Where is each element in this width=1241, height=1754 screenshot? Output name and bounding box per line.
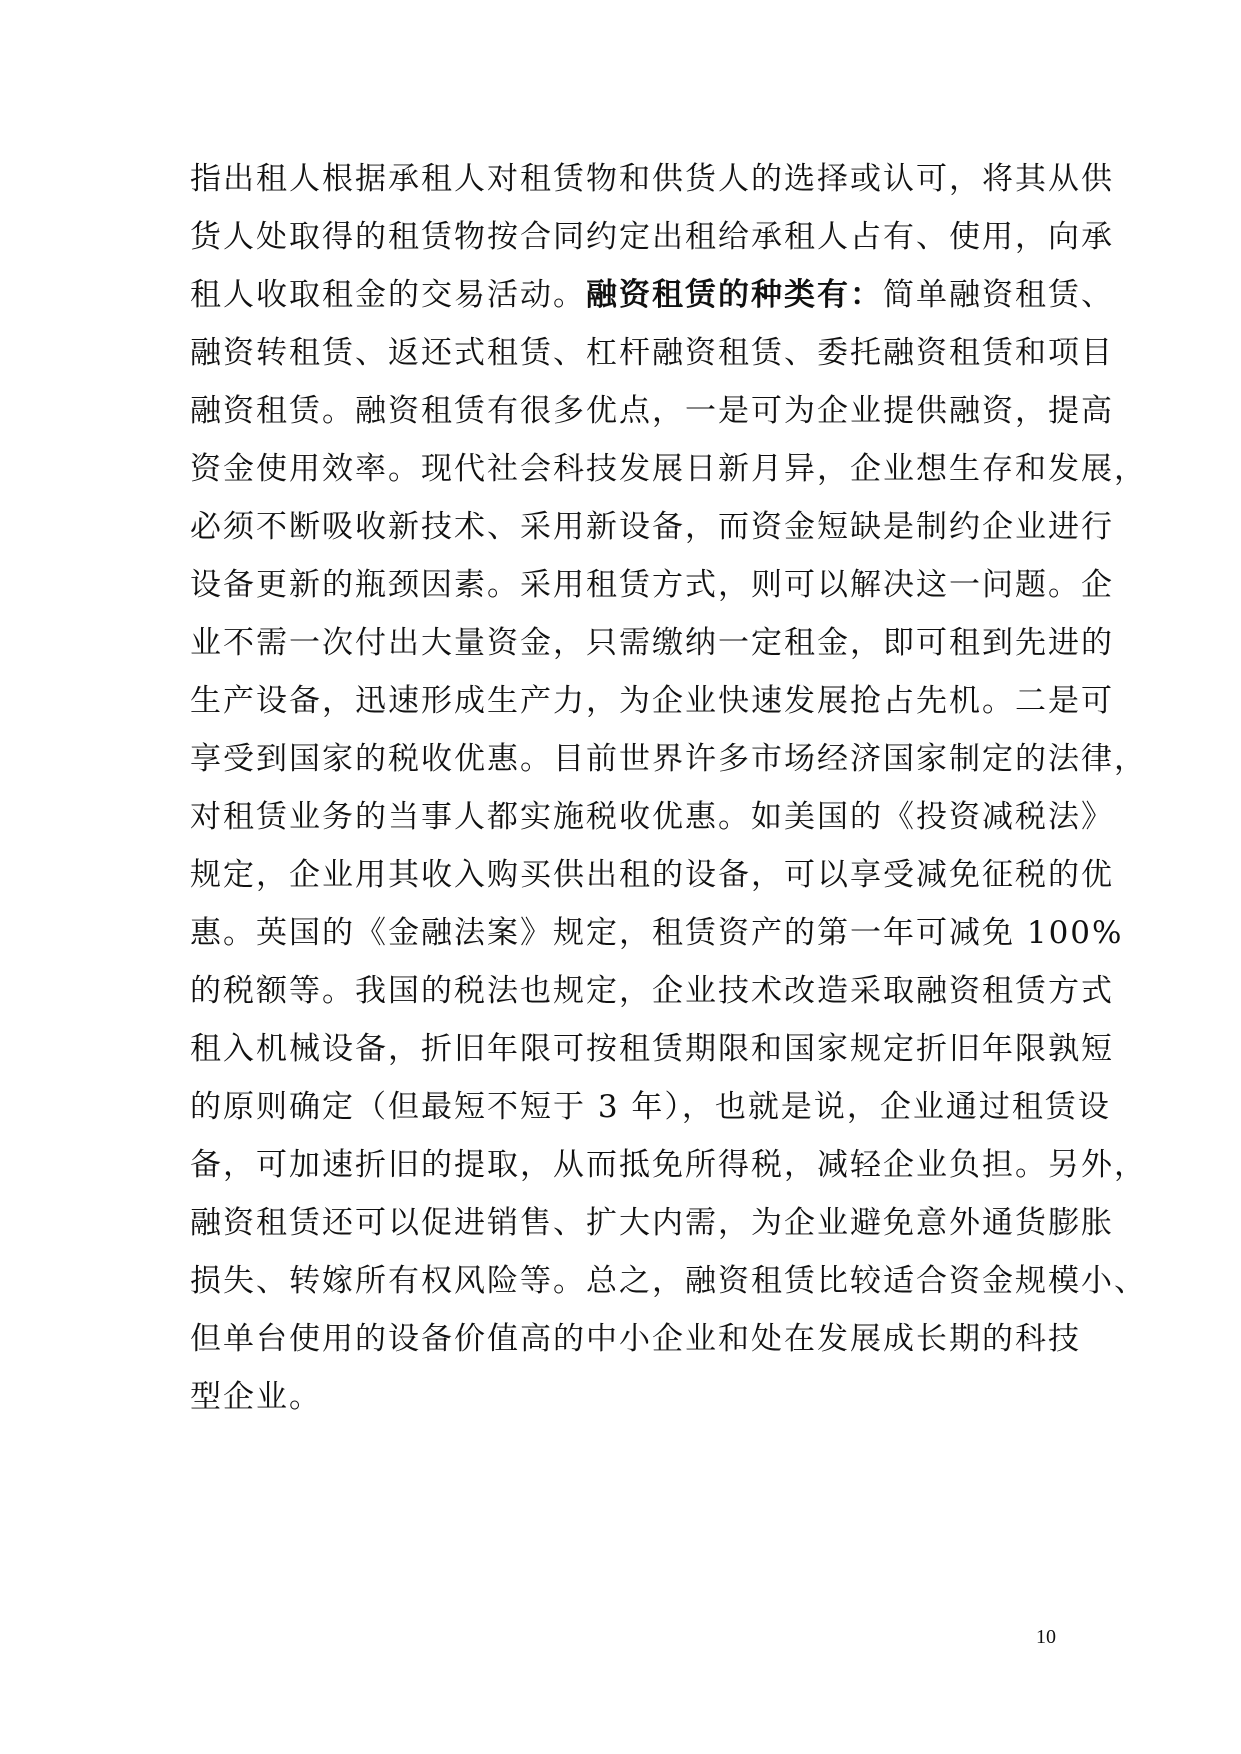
- text-line: 的原则确定（但最短不短于 3 年），也就是说，企业通过租赁设: [190, 1089, 1111, 1125]
- page-number: 10: [1036, 1626, 1056, 1648]
- text-line: 资金使用效率。现代社会科技发展日新月异，企业想生存和发展，: [190, 451, 1147, 487]
- body-paragraph: [190, 150, 1147, 1426]
- text-line: 设备更新的瓶颈因素。采用租赁方式，则可以解决这一问题。企: [190, 567, 1114, 603]
- text-line: 备，可加速折旧的提取，从而抵免所得税，减轻企业负担。另外，: [190, 1147, 1147, 1183]
- text-run: 租人收取租金的交易活动。: [190, 277, 586, 313]
- text-line: 损失、转嫁所有权风险等。总之，融资租赁比较适合资金规模小、: [190, 1263, 1147, 1299]
- text-line: 融资转租赁、返还式租赁、杠杆融资租赁、委托融资租赁和项目: [190, 335, 1114, 371]
- text-line: 的税额等。我国的税法也规定，企业技术改造采取融资租赁方式: [190, 973, 1114, 1009]
- text-line: 指出租人根据承租人对租赁物和供货人的选择或认可，将其从供: [190, 161, 1114, 197]
- text-run: 简单融资租赁、: [883, 277, 1114, 313]
- text-line: 租入机械设备，折旧年限可按租赁期限和国家规定折旧年限孰短: [190, 1031, 1114, 1067]
- text-line: 规定，企业用其收入购买供出租的设备，可以享受减免征税的优: [190, 857, 1114, 893]
- text-line: 融资租赁。融资租赁有很多优点，一是可为企业提供融资，提高: [190, 393, 1114, 429]
- text-line: 但单台使用的设备价值高的中小企业和处在发展成长期的科技: [190, 1321, 1081, 1357]
- text-line: 必须不断吸收新技术、采用新设备，而资金短缺是制约企业进行: [190, 509, 1114, 545]
- text-line: [190, 266, 1114, 324]
- text-line: 享受到国家的税收优惠。目前世界许多市场经济国家制定的法律，: [190, 741, 1147, 777]
- bold-heading-run: 融资租赁的种类有：: [586, 277, 883, 313]
- text-line: 融资租赁还可以促进销售、扩大内需，为企业避免意外通货膨胀: [190, 1205, 1114, 1241]
- text-line: 业不需一次付出大量资金，只需缴纳一定租金，即可租到先进的: [190, 625, 1114, 661]
- text-line: 生产设备，迅速形成生产力，为企业快速发展抢占先机。二是可: [190, 683, 1114, 719]
- text-line: 型企业。: [190, 1379, 322, 1415]
- text-line: 对租赁业务的当事人都实施税收优惠。如美国的《投资减税法》: [190, 799, 1114, 835]
- text-line: 惠。英国的《金融法案》规定，租赁资产的第一年可减免 100%: [190, 915, 1124, 951]
- text-line: 货人处取得的租赁物按合同约定出租给承租人占有、使用，向承: [190, 219, 1114, 255]
